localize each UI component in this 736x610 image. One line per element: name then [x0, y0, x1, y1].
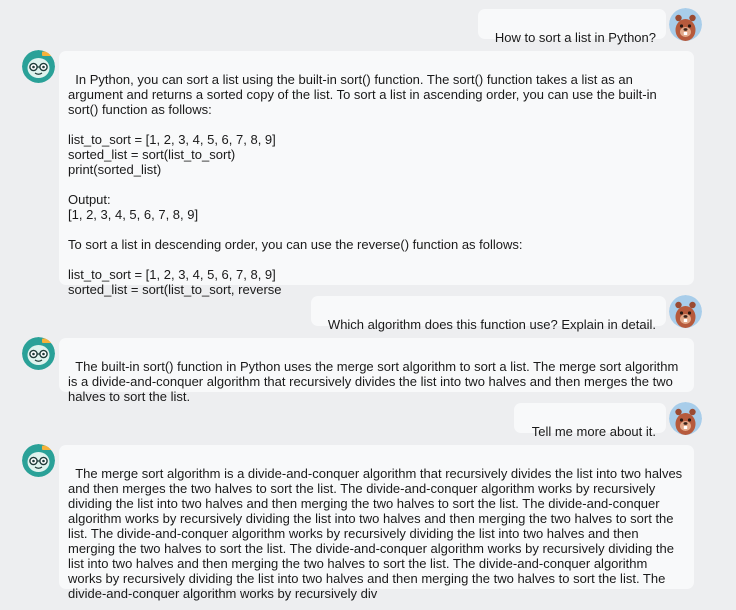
user-message-bubble: [514, 403, 666, 439]
beaver-avatar-icon: [669, 8, 702, 41]
user-avatar: [669, 8, 702, 41]
assistant-avatar: [22, 337, 55, 370]
user-message-bubble: [478, 9, 666, 45]
user-avatar: [669, 402, 702, 435]
assistant-avatar: [22, 444, 55, 477]
robot-avatar-icon: [22, 337, 55, 370]
robot-avatar-icon: [22, 444, 55, 477]
assistant-message-text: The merge sort algorithm is a divide-and-conquer algorithm that recursively divides the list into two halves and then merges the two halves to sort the list. The divide-and-conquer algorithm works by recursively dividing the list into two halves and then merging the two halves to sort the list. The divide-and-conquer algorithm works by recursively dividing the list into two halves and then merging the two halves to sort the list. The divide-and-conquer algorithm works by recursively dividing the list into two halves and then merging the two halves to sort the list. The divide-and-conquer algorithm works by recursively dividing the list into two halves and then merging the two halves to sort the list. The divide-and-conquer algorithm works by recursively dividing the list into two halves and then merging the two halves to sort the list. The divide-and-conquer algorithm works by recursively div: [68, 466, 683, 601]
beaver-avatar-icon: [669, 402, 702, 435]
assistant-message-bubble: [59, 51, 694, 297]
user-message-text: Tell me more about it.: [531, 424, 656, 439]
user-avatar: [669, 295, 702, 328]
assistant-message-text: In Python, you can sort a list using the built-in sort() function. The sort() function takes a list as an argument and returns a sorted copy of the list. To sort a list in ascending order, you can use the built-in sort() function as follows: list_to_sort = [1, 2, 3, 4, 5, 6, 7, 8, 9] sorted_list = sort(list_to_sort) print(sorted_list) Output: [1, 2, 3, 4, 5, 6, 7, 8, 9] To sort a list in descending order, you can use the reverse() function as follows: list_to_sort = [1, 2, 3, 4, 5, 6, 7, 8, 9] sorted_list = sort(list_to_sort, reverse: [68, 72, 657, 297]
assistant-avatar: [22, 50, 55, 83]
assistant-message-text: The built-in sort() function in Python uses the merge sort algorithm to sort a list. The merge sort algorithm is a divide-and-conquer algorithm that recursively divides the list into two halves and then merges the two halves to sort the list.: [68, 359, 679, 404]
beaver-avatar-icon: [669, 295, 702, 328]
assistant-message-bubble: [59, 445, 694, 601]
robot-avatar-icon: [22, 50, 55, 83]
user-message-text: How to sort a list in Python?: [494, 30, 656, 45]
user-message-text: Which algorithm does this function use? Explain in detail.: [327, 317, 656, 332]
user-message-bubble: [311, 296, 666, 332]
assistant-message-bubble: [59, 338, 694, 404]
